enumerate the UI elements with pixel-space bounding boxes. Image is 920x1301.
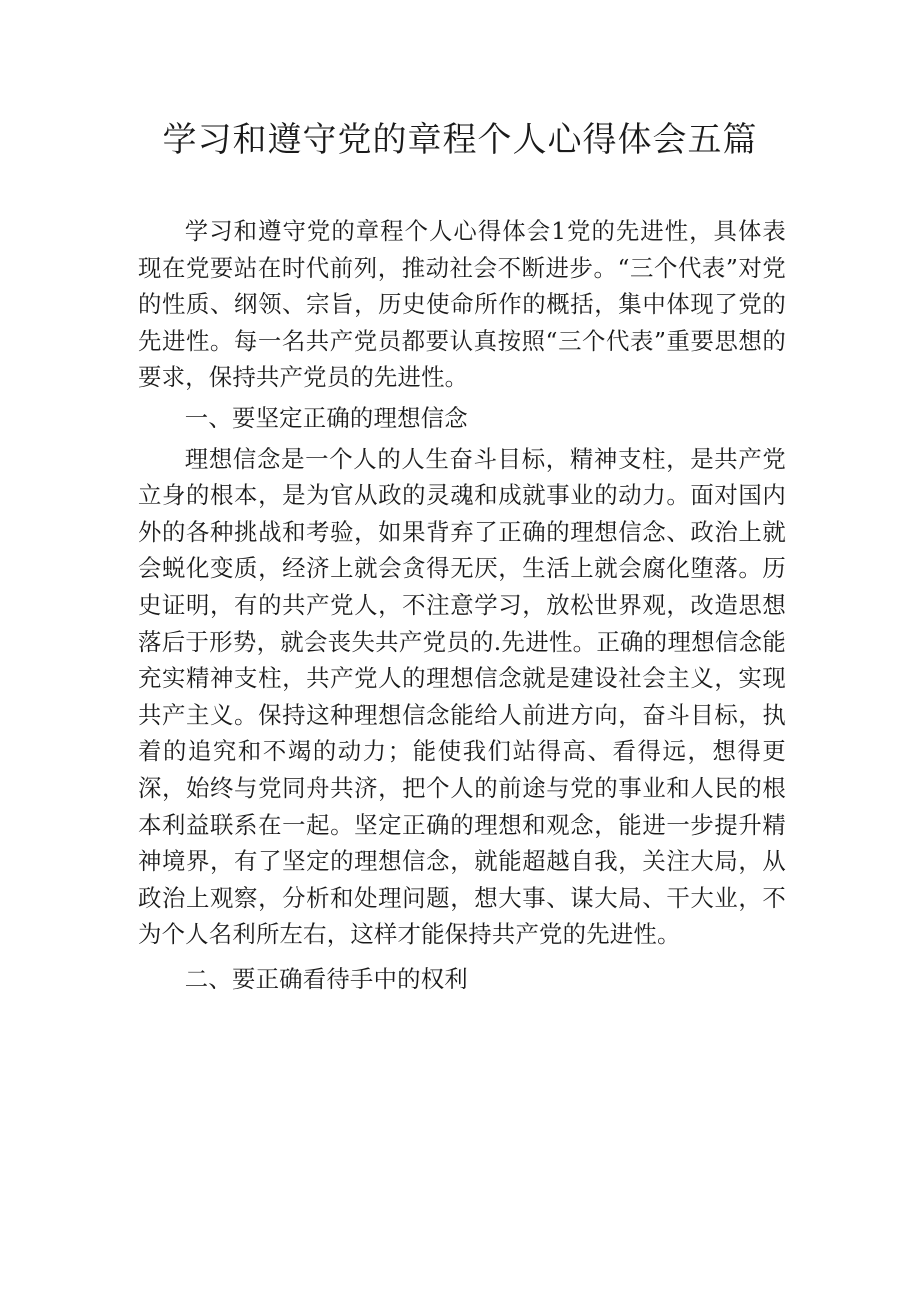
section-1-paragraph: 理想信念是一个人的人生奋斗目标，精神支柱，是共产党立身的根本，是为官从政的灵魂和成就事业的动力。面对国内外的各种挑战和考验，如果背弃了正确的理想信念、政治上就会蜕化变质，经济上就会贪得无厌，生活上就会腐化堕落。历史证明，有的共产党人，不注意学习，放松世界观，改造思想落后于形势，就会丧失共产党员的.先进性。正确的理想信念能充实精神支柱，共产党人的理想信念就是建设社会主义，实现共产主义。保持这种理想信念能给人前进方向，奋斗目标，执着的追究和不竭的动力；能使我们站得高、看得远，想得更深，始终与党同舟共济，把个人的前途与党的事业和人民的根本利益联系在一起。坚定正确的理想和观念，能进一步提升精神境界，有了坚定的理想信念，就能超越自我，关注大局，从政治上观察，分析和处理问题，想大事、谋大局、干大业，不为个人名利所左右，这样才能保持共产党的先进性。 (138, 444, 786, 949)
section-heading-1: 一、要坚定正确的理想信念 (184, 403, 468, 432)
document-title: 学习和遵守党的章程个人心得体会五篇 (162, 120, 758, 160)
document-body (138, 213, 786, 997)
intro-paragraph: 学习和遵守党的章程个人心得体会1党的先进性，具体表现在党要站在时代前列，推动社会不断进步。“三个代表”对党的性质、纲领、宗旨，历史使命所作的概括，集中体现了党的先进性。每一名共产党员都要认真按照“三个代表”重要思想的要求，保持共产党员的先进性。 (138, 217, 786, 392)
section-heading-2: 二、要正确看待手中的权利 (184, 964, 468, 993)
